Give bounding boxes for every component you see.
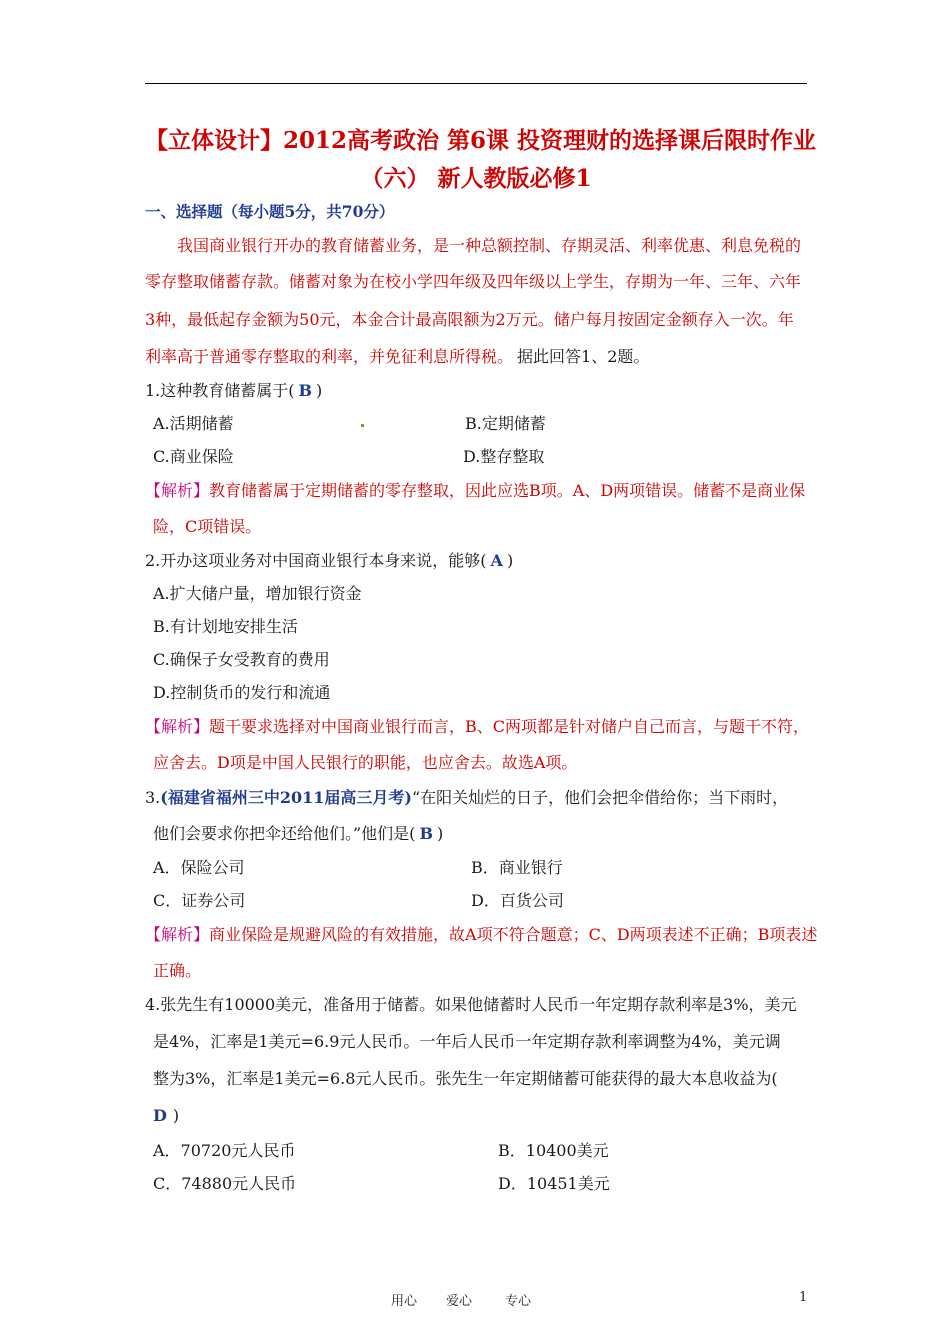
section-heading: 一、选择题（每小题5分，共70分） — [145, 202, 395, 221]
header-rule — [145, 83, 807, 84]
question-2-stem: 2.开办这项业务对中国商业银行本身来说，能够( A ) — [145, 551, 514, 570]
option-4d: D．10451美元 — [498, 1174, 610, 1193]
passage-line: 3种，最低起存金额为50元，本金合计最高限额为2万元。储户每月按固定金额存入一次。年 — [145, 310, 794, 329]
option-1a: A.活期储蓄 — [153, 414, 234, 433]
question-4-answer-line: D ) — [153, 1106, 180, 1125]
footer-left: 用心 — [391, 1294, 418, 1309]
option-4b: B．10400美元 — [498, 1141, 609, 1160]
question-4-stem: 4.张先生有10000美元，准备用于储蓄。如果他储蓄时人民币一年定期存款利率是3%，美元 — [145, 995, 797, 1014]
analysis-3-cont: 正确。 — [153, 961, 202, 980]
analysis-1-cont: 险，C项错误。 — [153, 517, 262, 536]
stray-dot — [361, 424, 364, 427]
option-2d: D.控制货币的发行和流通 — [153, 683, 331, 702]
answer-3: B — [419, 824, 433, 843]
question-3-source: (福建省福州三中2011届高三月考) — [160, 788, 412, 807]
option-2c: C.确保子女受教育的费用 — [153, 650, 330, 669]
option-4a: A．70720元人民币 — [153, 1141, 296, 1160]
answer-2: A — [490, 551, 503, 570]
question-1-stem: 1.这种教育储蓄属于( B ) — [145, 381, 323, 400]
question-4-stem-cont: 整为3%，汇率是1美元=6.8元人民币。张先生一年定期储蓄可能获得的最大本息收益为( — [153, 1069, 778, 1088]
option-2a: A.扩大储户量，增加银行资金 — [153, 584, 362, 603]
option-3a: A．保险公司 — [153, 858, 245, 877]
question-3-stem-cont: 他们会要求你把伞还给他们。”他们是( B ) — [153, 824, 444, 843]
option-3c: C．证券公司 — [153, 891, 246, 910]
option-1d: D.整存整取 — [463, 447, 545, 466]
analysis-3: 【解析】商业保险是规避风险的有效措施，故A项不符合题意；C、D两项表述不正确；B项表述 — [145, 925, 818, 944]
option-3b: B．商业银行 — [471, 858, 563, 877]
passage-line: 我国商业银行开办的教育储蓄业务，是一种总额控制、存期灵活、利率优惠、利息免税的 — [177, 236, 802, 255]
analysis-2: 【解析】题干要求选择对中国商业银行而言，B、C两项都是针对储户自己而言，与题干不符， — [145, 717, 810, 736]
option-3d: D．百货公司 — [471, 891, 564, 910]
answer-1: B — [298, 381, 313, 400]
analysis-2-cont: 应舍去。D项是中国人民银行的职能，也应舍去。故选A项。 — [153, 753, 578, 772]
page-number: 1 — [799, 1290, 808, 1305]
footer-right: 专心 — [505, 1294, 532, 1309]
question-4-stem-cont: 是4%，汇率是1美元=6.9元人民币。一年后人民币一年定期存款利率调整为4%，美元调 — [153, 1032, 781, 1051]
footer-middle: 爱心 — [446, 1294, 473, 1309]
passage-line: 利率高于普通零存整取的利率，并免征利息所得税。 据此回答1、2题。 — [145, 347, 650, 366]
option-1b: B.定期储蓄 — [465, 414, 546, 433]
option-2b: B.有计划地安排生活 — [153, 617, 298, 636]
passage-line: 零存整取储蓄存款。储蓄对象为在校小学四年级及四年级以上学生，存期为一年、三年、六年 — [145, 272, 802, 291]
answer-4: D — [153, 1106, 167, 1125]
question-3-stem: 3.(福建省福州三中2011届高三月考)“在阳关灿烂的日子，他们会把伞借给你；当下雨时， — [145, 788, 789, 807]
option-1c: C.商业保险 — [153, 447, 234, 466]
analysis-1: 【解析】教育储蓄属于定期储蓄的零存整取，因此应选B项。A、D两项错误。储蓄不是商业保 — [145, 481, 806, 500]
page-subtitle: （六） 新人教版必修1 — [360, 165, 592, 192]
option-4c: C．74880元人民币 — [153, 1174, 297, 1193]
page-title: 【立体设计】2012高考政治 第6课 投资理财的选择课后限时作业 — [145, 127, 817, 154]
